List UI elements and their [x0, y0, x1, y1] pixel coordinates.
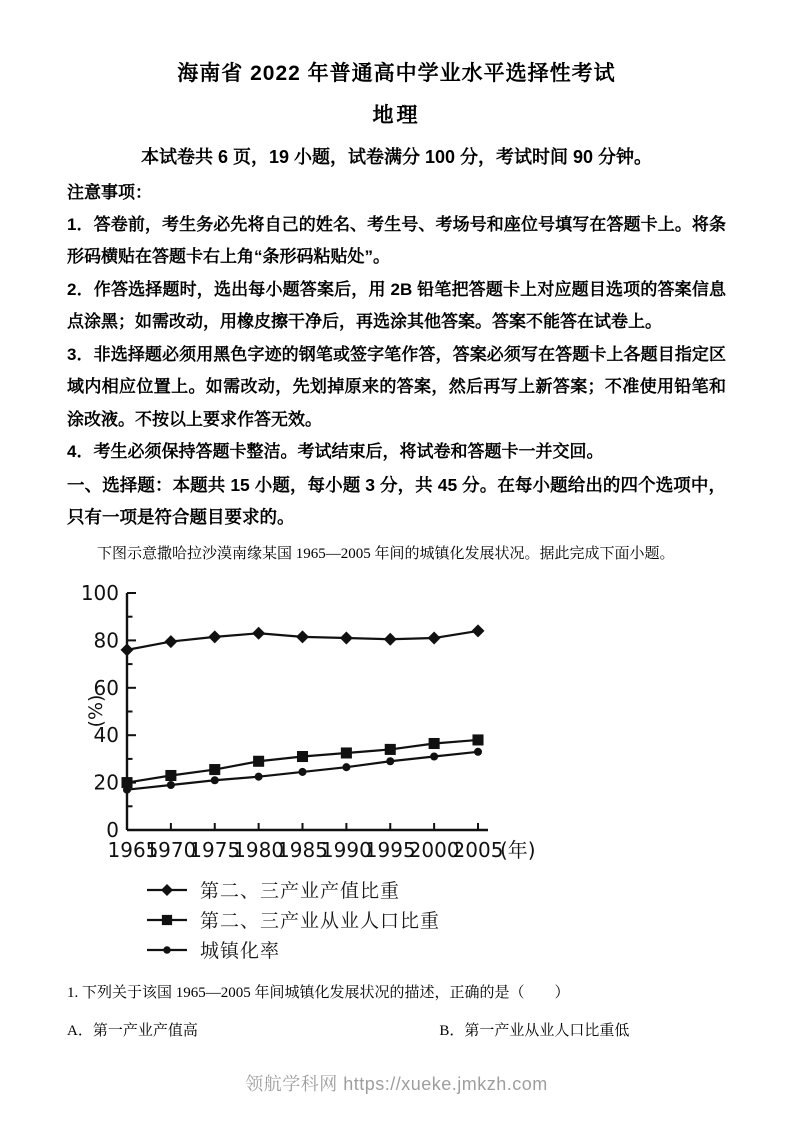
svg-text:100: 100: [80, 582, 119, 605]
section-one-title: 一、选择题：本题共 15 小题，每小题 3 分，共 45 分。在每小题给出的四个选项中，只有一项是符合题目要求的。: [67, 474, 726, 528]
svg-text:80: 80: [93, 628, 119, 653]
svg-text:1985: 1985: [277, 837, 328, 862]
svg-text:1965: 1965: [107, 837, 159, 862]
circle-line-marker-icon: [145, 942, 189, 958]
notices-heading: 注意事项：: [67, 182, 152, 202]
svg-text:(%): (%): [85, 694, 107, 728]
option-b: B．第一产业从业人口比重低: [439, 1022, 630, 1039]
svg-text:1980: 1980: [233, 837, 285, 862]
svg-text:40: 40: [93, 722, 119, 747]
legend-label: 第二、三产业从业人口比重: [200, 911, 441, 933]
urbanization-chart-figure: [73, 583, 726, 965]
exam-info-line: 本试卷共 6 页，19 小题，试卷满分 100 分，考试时间 90 分钟。: [140, 146, 653, 167]
svg-text:2000: 2000: [408, 837, 460, 862]
svg-text:1970: 1970: [145, 837, 197, 862]
legend-item-urbanization-rate: [145, 935, 726, 965]
question-stem-intro: 下图示意撒哈拉沙漠南缘某国 1965—2005 年间的城镇化发展状况。据此完成下面小题。: [97, 545, 675, 562]
urbanization-line-chart: [73, 583, 593, 873]
svg-text:2005: 2005: [452, 837, 504, 862]
notice-item-1: 1．答卷前，考生务必先将自己的姓名、考生号、考场号和座位号填写在答题卡上。将条形码横贴在答题卡右上角“条形码粘贴处”。: [67, 214, 726, 267]
legend-label: 第二、三产业产值比重: [200, 881, 401, 903]
svg-text:60: 60: [93, 675, 119, 700]
subject-title: 地理: [372, 104, 421, 128]
square-line-marker-icon: [145, 912, 189, 928]
legend-label: 城镇化率: [200, 941, 281, 963]
diamond-line-marker-icon: [145, 882, 189, 898]
notice-item-3: 3．非选择题必须用黑色字迹的钢笔或签字笔作答，答案必须写在答题卡上各题目指定区域内相应位置上。如需改动，先划掉原来的答案，然后再写上新答案；不准使用铅笔和涂改液。不按以上要求作答无效。: [67, 344, 726, 429]
svg-text:1995: 1995: [364, 837, 416, 862]
legend-item-employment-share: [145, 905, 726, 935]
question-1-text: 1. 下列关于该国 1965—2005 年间城镇化发展状况的描述，正确的是（ ）: [67, 984, 570, 1001]
svg-text:1990: 1990: [320, 837, 372, 862]
svg-text:0: 0: [106, 817, 119, 842]
question-1-options: [67, 1019, 726, 1040]
legend-item-output-share: [145, 875, 726, 905]
watermark-text: 领航学科网 https://xueke.jmkzh.com: [245, 1074, 548, 1094]
page-title: 海南省 2022 年普通高中学业水平选择性考试: [177, 62, 616, 85]
notice-item-2: 2．作答选择题时，选出每小题答案后，用 2B 铅笔把答题卡上对应题目选项的答案信息点涂黑；如需改动，用橡皮擦干净后，再选涂其他答案。答案不能答在试卷上。: [67, 279, 726, 332]
svg-text:20: 20: [93, 770, 119, 795]
notices-section: [67, 177, 726, 469]
chart-legend: [145, 875, 726, 965]
svg-text:1975: 1975: [189, 837, 241, 862]
svg-text:(年): (年): [500, 837, 536, 862]
notice-item-4: 4．考生必须保持答题卡整洁。考试结束后，将试卷和答题卡一并交回。: [67, 442, 604, 462]
option-a: A．第一产业产值高: [67, 1022, 198, 1039]
